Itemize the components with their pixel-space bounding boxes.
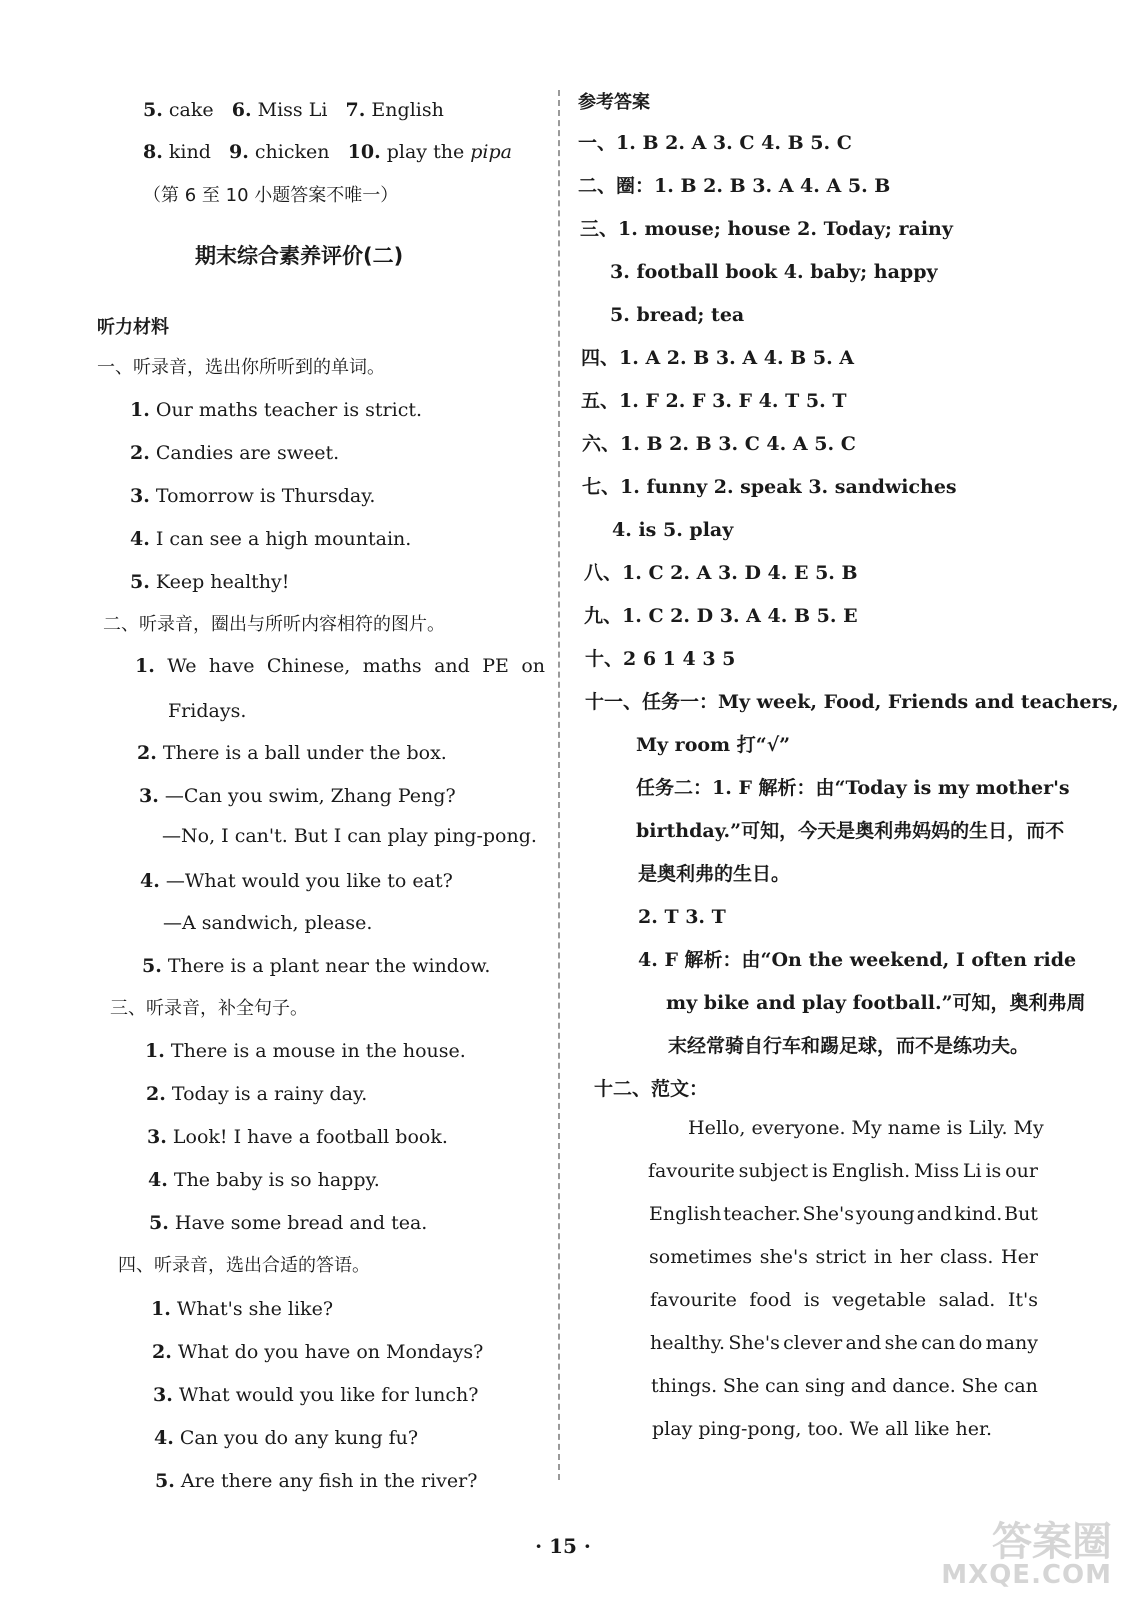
note: （第 6 至 10 小题答案不唯一） xyxy=(143,185,399,206)
answer-row-12-title: 十二、范文： xyxy=(594,1078,709,1100)
answer-row-4: 四、1. A 2. B 3. A 4. B 5. A xyxy=(581,347,855,369)
s2-item-reply: —No, I can't. But I can play ping-pong. xyxy=(162,825,537,847)
answer-row-11g: 4. F 解析：由“On the weekend, I often ride xyxy=(638,949,1077,971)
s3-item: 1. There is a mouse in the house. xyxy=(145,1040,466,1062)
s4-item: 2. What do you have on Mondays? xyxy=(152,1341,484,1363)
s3-item: 4. The baby is so happy. xyxy=(148,1169,380,1191)
s1-item: 5. Keep healthy! xyxy=(130,571,290,593)
s2-item: 4. —What would you like to eat? xyxy=(140,870,453,892)
watermark-top: 答案圈 xyxy=(992,1519,1112,1565)
s1-item: 1. Our maths teacher is strict. xyxy=(130,399,423,421)
column-divider xyxy=(558,90,560,1480)
s2-item: 2. There is a ball under the box. xyxy=(137,742,447,764)
s4-item: 1. What's she like? xyxy=(151,1298,334,1320)
answer-row-9: 九、1. C 2. D 3. A 4. B 5. E xyxy=(584,605,858,627)
answers-title: 参考答案 xyxy=(578,92,650,113)
s3-item: 3. Look! I have a football book. xyxy=(147,1126,448,1148)
s2-item: 5. There is a plant near the window. xyxy=(142,955,491,977)
s3-item: 2. Today is a rainy day. xyxy=(146,1083,368,1105)
s4-item: 3. What would you like for lunch? xyxy=(153,1384,479,1406)
answer-line-8-10: 8. kind 9. chicken 10. play the pipa xyxy=(143,141,512,163)
answer-row-11f: 2. T 3. T xyxy=(638,906,726,928)
answer-row-11i: 末经常骑自行车和踢足球，而不是练功夫。 xyxy=(668,1035,1030,1057)
watermark-bottom: MXQE.COM xyxy=(941,1560,1112,1590)
watermark-logo xyxy=(912,1510,1112,1590)
s3-title: 三、听录音，补全句子。 xyxy=(110,998,308,1019)
answer-row-11b: My room 打“√” xyxy=(636,734,791,756)
page-number: · 15 · xyxy=(535,1534,591,1558)
answer-row-1: 一、1. B 2. A 3. C 4. B 5. C xyxy=(578,132,852,154)
essay-line: sometimes she's strict in her class. Her xyxy=(649,1246,1038,1268)
s4-item: 5. Are there any fish in the river? xyxy=(155,1470,478,1492)
s2-item-reply: —A sandwich, please. xyxy=(163,912,373,934)
answer-row-6: 六、1. B 2. B 3. C 4. A 5. C xyxy=(582,433,856,455)
essay-line: favourite subject is English. Miss Li is our xyxy=(648,1160,1038,1182)
s4-title: 四、听录音，选出合适的答语。 xyxy=(118,1255,370,1276)
s1-title: 一、听录音，选出你所听到的单词。 xyxy=(97,357,385,378)
answer-row-3a: 三、1. mouse; house 2. Today; rainy xyxy=(580,218,953,240)
answer-row-10: 十、2 6 1 4 3 5 xyxy=(585,648,736,670)
answer-line-5-7: 5. cake 6. Miss Li 7. English xyxy=(143,99,444,121)
s1-item: 3. Tomorrow is Thursday. xyxy=(130,485,376,507)
essay-line: Hello, everyone. My name is Lily. My xyxy=(688,1117,1044,1139)
answer-row-11d: birthday.”可知，今天是奥利弗妈妈的生日，而不 xyxy=(636,820,1065,842)
section-title: 期末综合素养评价(二) xyxy=(195,244,404,268)
answer-row-11c: 任务二：1. F 解析：由“Today is my mother's xyxy=(636,777,1070,799)
s2-item: 3. —Can you swim, Zhang Peng? xyxy=(139,785,456,807)
s1-item: 2. Candies are sweet. xyxy=(130,442,340,464)
answer-row-3c: 5. bread; tea xyxy=(610,304,745,326)
s2-item-1-cont: Fridays. xyxy=(168,700,247,722)
s4-item: 4. Can you do any kung fu? xyxy=(154,1427,419,1449)
essay-line: healthy. She's clever and she can do many xyxy=(650,1332,1038,1354)
listening-title: 听力材料 xyxy=(97,317,169,338)
answer-row-7a: 七、1. funny 2. speak 3. sandwiches xyxy=(582,476,957,498)
answer-row-11e: 是奥利弗的生日。 xyxy=(638,863,791,885)
answer-row-5: 五、1. F 2. F 3. F 4. T 5. T xyxy=(581,390,847,412)
essay-line: favourite food is vegetable salad. It's xyxy=(650,1289,1038,1311)
essay-line: play ping-pong, too. We all like her. xyxy=(652,1418,992,1440)
s2-title: 二、听录音，圈出与所听内容相符的图片。 xyxy=(103,614,445,635)
answer-row-7b: 4. is 5. play xyxy=(612,519,734,541)
answer-row-3b: 3. football book 4. baby; happy xyxy=(610,261,938,283)
answer-row-11a: 十一、任务一：My week, Food, Friends and teachers, xyxy=(585,691,1119,713)
essay-line: English teacher. She's young and kind. But xyxy=(649,1203,1038,1225)
s3-item: 5. Have some bread and tea. xyxy=(149,1212,428,1234)
answer-row-2: 二、圈：1. B 2. B 3. A 4. A 5. B xyxy=(578,175,891,197)
answer-row-8: 八、1. C 2. A 3. D 4. E 5. B xyxy=(584,562,858,584)
essay-line: things. She can sing and dance. She can xyxy=(651,1375,1038,1397)
s2-item-1: 1. We have Chinese, maths and PE on xyxy=(135,655,545,677)
answer-row-11h: my bike and play football.”可知，奥利弗周 xyxy=(666,992,1086,1014)
s1-item: 4. I can see a high mountain. xyxy=(130,528,412,550)
